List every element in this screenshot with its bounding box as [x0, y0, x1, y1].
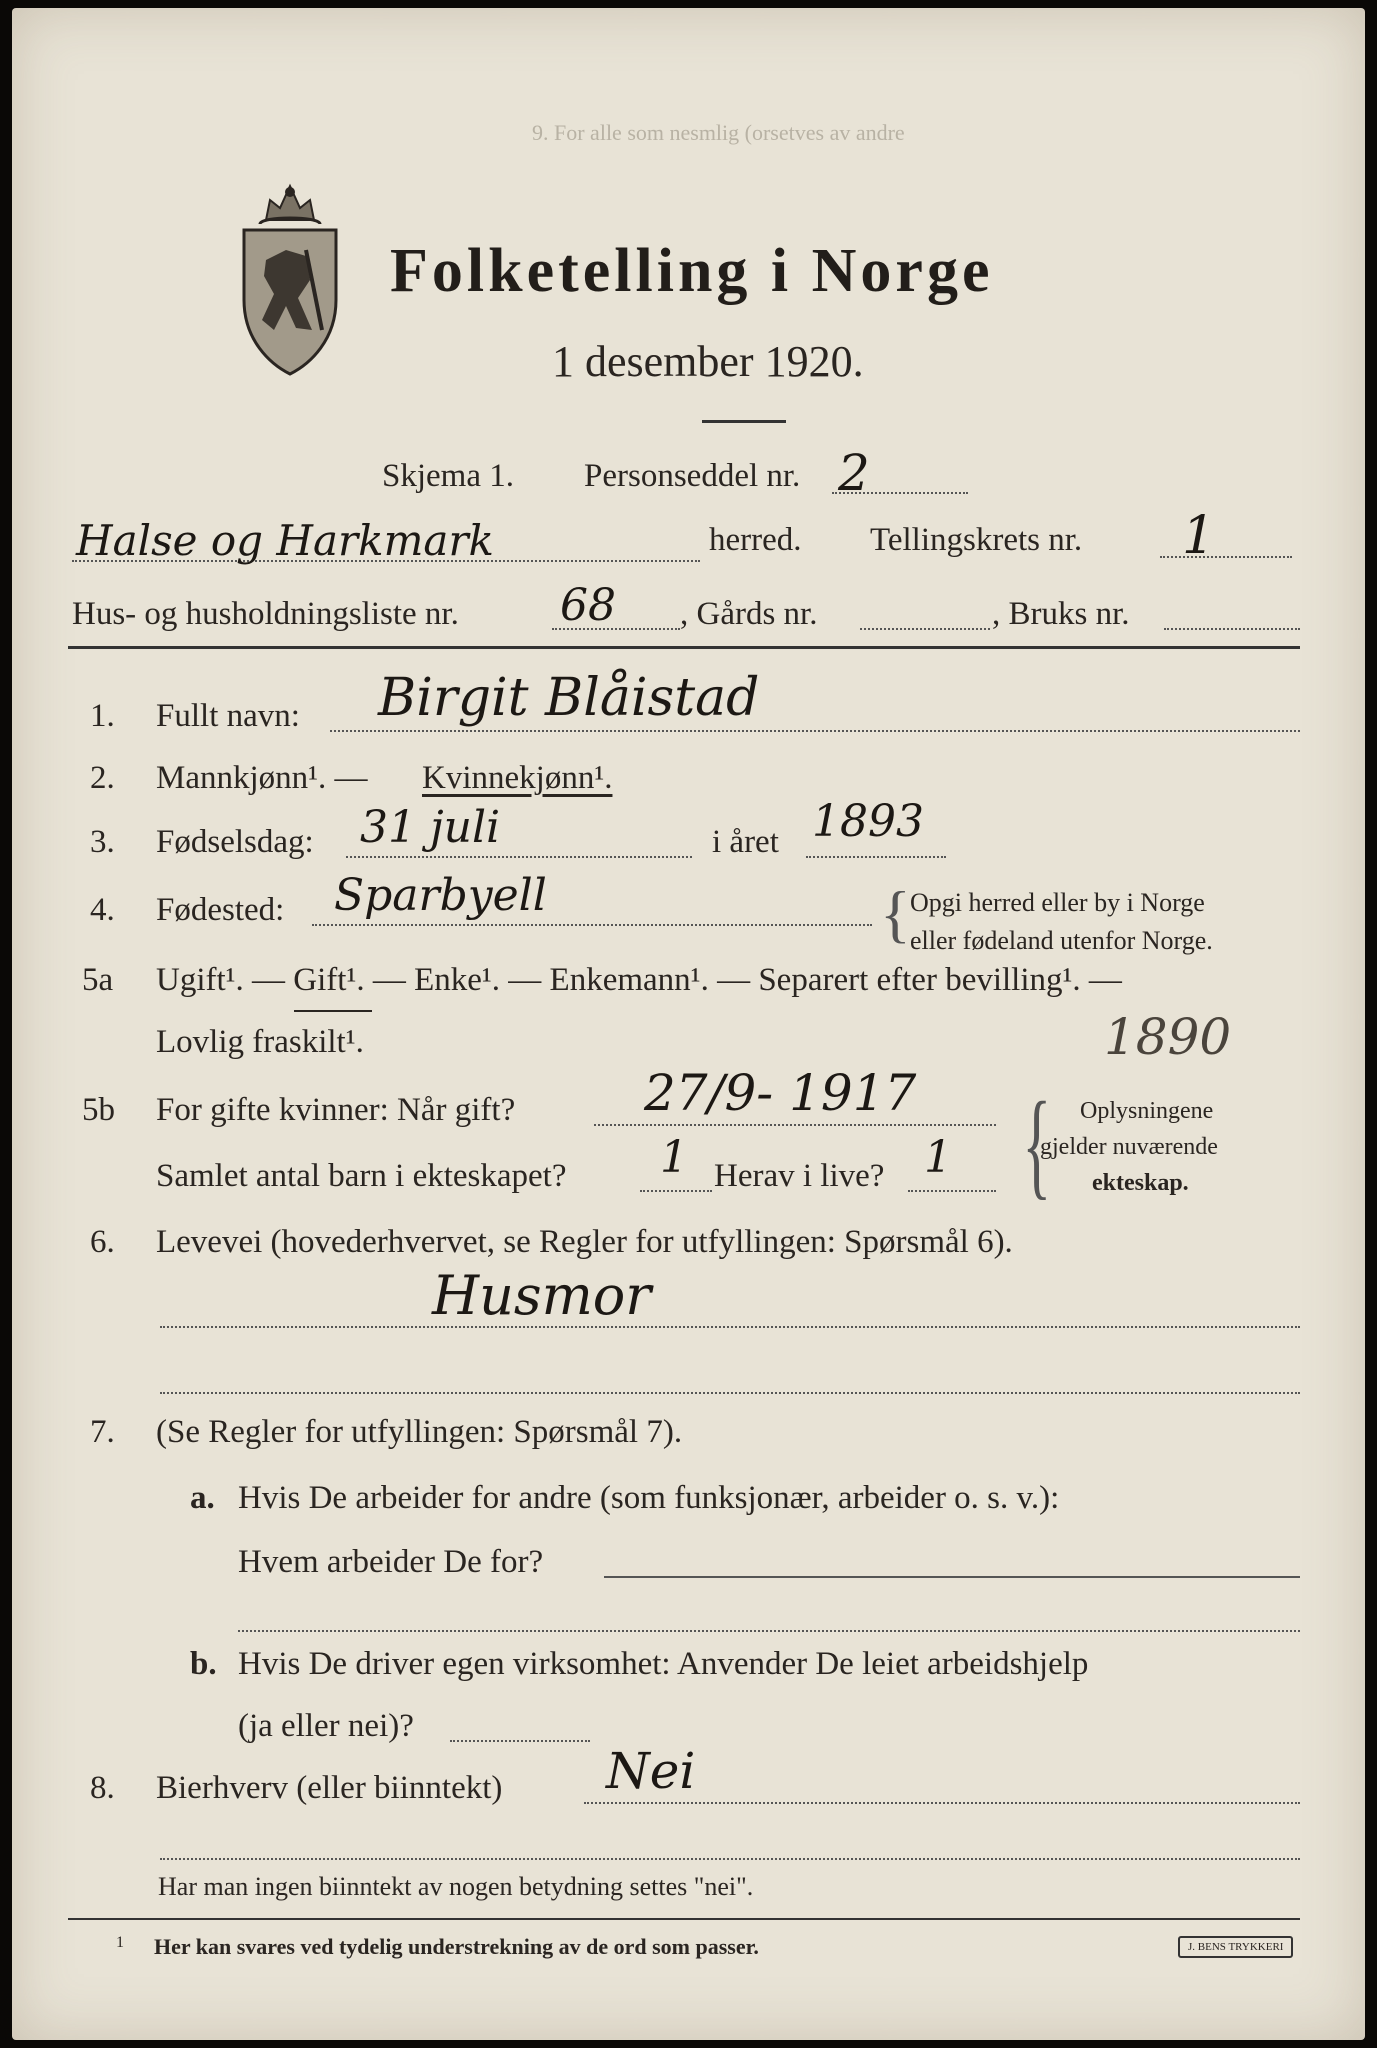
footnote-text: Her kan svares ved tydelig understrekning av de ord som passer.: [154, 1934, 759, 1959]
q7-number: 7.: [90, 1414, 115, 1450]
herred-label: herred.: [709, 522, 802, 558]
bruks-line: [1164, 628, 1300, 630]
q7a-number: a.: [190, 1480, 215, 1516]
q7a-line2: [238, 1630, 1300, 1632]
tellingskrets-line: [1160, 556, 1292, 558]
q5b-barn-line: [640, 1190, 712, 1192]
q5a-margin-note: 1890: [1104, 1008, 1232, 1066]
q7b-line: [450, 1740, 590, 1742]
q1-label: Fullt navn:: [156, 698, 300, 734]
q2-kvinne[interactable]: Kvinnekjønn¹.: [422, 760, 613, 796]
q7b-text: Hvis De driver egen virksomhet: Anvender De leiet arbeidshjelp: [238, 1646, 1089, 1682]
census-form-page: [12, 8, 1365, 2040]
q7-label: (Se Regler for utfyllingen: Spørsmål 7).: [156, 1414, 683, 1450]
q5b-brace: {: [1022, 1077, 1052, 1210]
q1-number: 1.: [90, 698, 115, 734]
q5b-barn-value[interactable]: 1: [660, 1132, 688, 1183]
q5b-label: For gifte kvinner: Når gift?: [156, 1092, 516, 1128]
q1-value[interactable]: Birgit Blåistad: [378, 668, 760, 728]
husliste-label: Hus- og husholdningsliste nr.: [72, 596, 459, 632]
footer-note: Har man ingen biinntekt av nogen betydning settes "nei".: [158, 1872, 754, 1901]
q6-label: Levevei (hovederhvervet, se Regler for utfyllingen: Spørsmål 6).: [156, 1224, 1013, 1260]
q6-line2: [160, 1392, 1300, 1394]
q5b-live-label: Herav i live?: [714, 1158, 885, 1194]
footer-rule: [68, 1918, 1300, 1920]
q5b-note2: gjelder nuværende: [1040, 1134, 1218, 1160]
q8-number: 8.: [90, 1770, 115, 1806]
q8-value[interactable]: Nei: [606, 1742, 696, 1800]
q5b-note1: Oplysningene: [1080, 1098, 1214, 1124]
q4-note-line1: Opgi herred eller by i Norge: [910, 888, 1205, 917]
q5b-number: 5b: [82, 1092, 115, 1128]
tellingskrets-label: Tellingskrets nr.: [870, 522, 1083, 558]
bruks-label: , Bruks nr.: [992, 596, 1130, 632]
q4-note-line2: eller fødeland utenfor Norge.: [910, 926, 1213, 955]
q5b-value[interactable]: 27/9- 1917: [644, 1064, 917, 1122]
q7b-text2: (ja eller nei)?: [238, 1708, 414, 1744]
skjema-label: Skjema 1.: [382, 458, 514, 494]
q8-line: [584, 1802, 1300, 1804]
q5a-number: 5a: [82, 962, 114, 998]
q1-line: [330, 730, 1300, 732]
form-title: Folketelling i Norge: [390, 237, 994, 305]
coat-of-arms-icon: [226, 180, 354, 380]
q8-label: Bierhverv (eller biinntekt): [156, 1770, 503, 1806]
husliste-value[interactable]: 68: [560, 580, 616, 631]
q4-value[interactable]: Sparbyell: [334, 870, 547, 921]
title-divider: [702, 420, 786, 423]
q7b-number: b.: [190, 1646, 217, 1682]
header-rule: [68, 646, 1300, 649]
q7a-text2: Hvem arbeider De for?: [238, 1544, 544, 1580]
q3-year-label: i året: [712, 824, 779, 860]
q4-line: [312, 924, 872, 926]
q3-day-line: [346, 856, 692, 858]
footnote-mark: 1: [116, 1934, 124, 1951]
q8-line2: [160, 1858, 1300, 1860]
q3-year-line: [806, 856, 946, 858]
q5a-gift-underline: [294, 1010, 372, 1012]
q2-number: 2.: [90, 760, 115, 796]
gards-label: , Gårds nr.: [680, 596, 818, 632]
q2-mann: Mannkjønn¹. —: [156, 760, 368, 796]
q6-value[interactable]: Husmor: [432, 1264, 652, 1327]
herred-value[interactable]: Halse og Harkmark: [76, 516, 494, 565]
q5b-barn-label: Samlet antal barn i ekteskapet?: [156, 1158, 567, 1194]
personseddel-label: Personseddel nr.: [584, 458, 801, 494]
q4-number: 4.: [90, 892, 115, 928]
gards-line: [860, 628, 990, 630]
q7a-line1: [604, 1576, 1300, 1578]
q5b-note3: ekteskap.: [1092, 1170, 1189, 1196]
q6-line1: [160, 1326, 1300, 1328]
tellingskrets-value[interactable]: 1: [1182, 506, 1216, 566]
printer-stamp: J. BENS TRYKKERI: [1178, 1936, 1293, 1958]
q4-label: Fødested:: [156, 892, 285, 928]
q7a-text: Hvis De arbeider for andre (som funksjonær, arbeider o. s. v.):: [238, 1480, 1060, 1516]
q5b-gift-line: [594, 1124, 996, 1126]
q5a-text: Ugift¹. — Gift¹. — Enke¹. — Enkemann¹. — Separert efter bevilling¹. —: [156, 962, 1122, 998]
q5b-live-line: [908, 1190, 996, 1192]
q5b-live-value[interactable]: 1: [924, 1132, 952, 1183]
q3-label: Fødselsdag:: [156, 824, 314, 860]
q3-value[interactable]: 31 juli: [360, 802, 501, 853]
form-date: 1 desember 1920.: [552, 337, 864, 386]
q5a-text2: Lovlig fraskilt¹.: [156, 1024, 364, 1060]
q3-year-value[interactable]: 1893: [812, 796, 924, 847]
q4-brace: {: [880, 878, 911, 949]
q6-number: 6.: [90, 1224, 115, 1260]
q3-number: 3.: [90, 824, 115, 860]
personseddel-value[interactable]: 2: [838, 444, 870, 502]
bleed-through-text: 9. For alle som nesmlig (orsetves av andre: [532, 120, 905, 145]
